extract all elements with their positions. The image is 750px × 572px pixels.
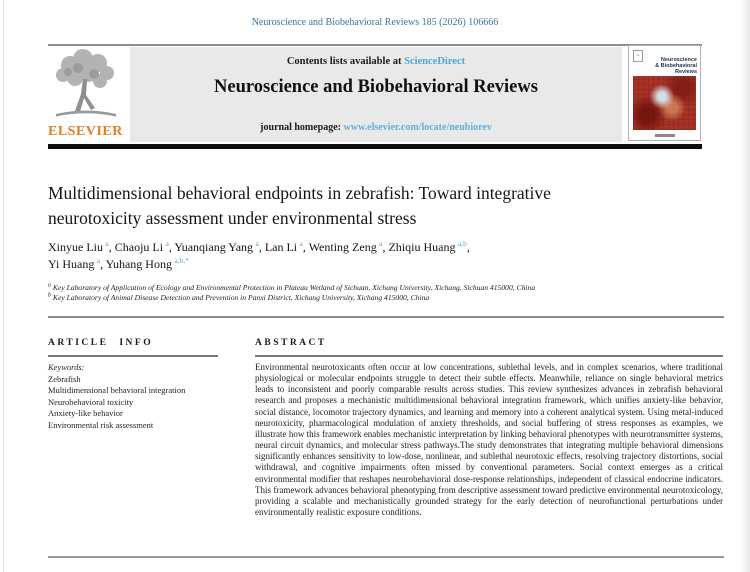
author-affiliation-sup: a bbox=[299, 239, 303, 248]
keyword-item: Neurobehavioral toxicity bbox=[48, 396, 134, 407]
abstract-text: Environmental neurotoxicants often occur at low concentrations, sublethal levels, and in complex scenarios, where traditional physiological or molecular endpoints struggle to detect their subtle effects. Meanwhile, reliance on single behavioral metrics leads to inconsistent and poorly comparable results across studies. This review synthesizes advances in zebrafish behavioral research and proposes a mechanistic multidimensional behavioral integration framework, which unifies anxiety-like behavior, social distance, locomotor trajectory dynamics, and learning and memory into a coherent analytical system. Using metal-induced neurotoxicity, pharmacological modulation of anxiety thresholds, and social buffering of stress responses as examples, we illustrate how this framework enables mechanistic interpretation by linking behavioral phenotypes with neurotransmitter systems, neural circuit dynamics, and molecular stress pathways.The study demonstrates that integrating multiple behavioral dimensions significantly enhances sensitivity to low-dose, nonlinear, and sublethal neurotoxic effects, resolving trajectory distortions, social withdrawal, and cognitive impairments often missed by conventional parameters. Social context emerges as a critical environmental modifier that reshapes neurobehavioral dose-response relationships, independent of classical endocrine indicators. This framework advances behavioral phenotyping from descriptive assessment toward predictive environmental neurotoxicology, providing a scalable and mechanistically grounded strategy for the early detection of neurofunctional perturbations under environmentally realistic exposure conditions. bbox=[255, 362, 723, 518]
article-title-line2: neurotoxicity assessment under environmental stress bbox=[48, 207, 417, 228]
keywords-list bbox=[48, 374, 233, 432]
article-info-rule bbox=[48, 355, 218, 357]
cover-footer-bar bbox=[655, 134, 675, 137]
journal-title: Neuroscience and Biobehavioral Reviews bbox=[214, 77, 538, 97]
author-affiliation-sup: a bbox=[165, 239, 169, 248]
affiliation-item: $^b$ Key Laboratory of Animal Disease Detection and Prevention in Panxi District, Xichang University, Xichang 415000, China bbox=[48, 292, 430, 302]
affiliations bbox=[48, 283, 738, 303]
abstract-rule bbox=[255, 355, 723, 357]
keyword-item: Anxiety-like behavior bbox=[48, 408, 123, 419]
homepage-prefix: journal homepage: bbox=[260, 122, 342, 133]
author-affiliation-sup: a bbox=[96, 256, 101, 265]
keyword-item: Multidimensional behavioral integration bbox=[48, 385, 186, 396]
contents-prefix: Contents lists available at bbox=[286, 56, 402, 67]
page-edge-left bbox=[3, 0, 4, 572]
abstract-heading: ABSTRACT bbox=[255, 338, 327, 348]
keyword-item: Environmental risk assessment bbox=[48, 419, 154, 430]
author-list bbox=[48, 239, 728, 273]
cover-title-line3: Reviews bbox=[674, 69, 697, 75]
journal-citation-line: Neuroscience and Biobehavioral Reviews 185 (2026) 106666 bbox=[251, 17, 499, 28]
author-affiliation-sup: a bbox=[105, 239, 109, 248]
sciencedirect-link[interactable]: ScienceDirect bbox=[404, 56, 466, 67]
keywords-label: Keywords: bbox=[48, 362, 85, 372]
author-line-1: Xinyue Liu $^a$, Chaoju Li $^a$, Yuanqiang Yang $^a$, Lan Li $^a$, Wenting Zeng $^a$, Zhiqiu Huang $^{a,b}$, bbox=[48, 239, 470, 254]
keywords-block bbox=[48, 362, 233, 432]
journal-header-box bbox=[130, 47, 622, 142]
cover-journal-title bbox=[655, 57, 697, 75]
homepage-line bbox=[130, 122, 622, 133]
elsevier-tree-icon bbox=[48, 48, 124, 122]
author-affiliation-sup: a,b bbox=[457, 239, 467, 248]
article-title bbox=[48, 181, 713, 230]
cover-artwork-image bbox=[633, 76, 696, 130]
header-top-rule bbox=[48, 44, 702, 46]
article-title-line1: Multidimensional behavioral endpoints in zebrafish: Toward integrative bbox=[48, 183, 551, 203]
article-info-heading: ARTICLE INFO bbox=[48, 338, 154, 348]
section-divider-rule bbox=[48, 316, 724, 318]
cover-publisher-logo-icon: ≡ bbox=[633, 50, 643, 62]
author-affiliation-sup: a,b,* bbox=[174, 256, 189, 265]
author-affiliation-sup: a bbox=[379, 239, 383, 248]
elsevier-tree-logo bbox=[48, 48, 126, 127]
page-edge-right bbox=[739, 0, 750, 572]
author-line-2: Yi Huang $^a$, Yuhang Hong $^{a,b,*}$ bbox=[48, 256, 189, 271]
journal-cover-thumbnail bbox=[628, 45, 701, 141]
cover-title-line1: Neuroscience bbox=[660, 57, 697, 63]
elsevier-wordmark: ELSEVIER bbox=[48, 124, 123, 139]
affiliation-item: $^a$ Key Laboratory of Application of Ecology and Environmental Protection in Plateau Wetland of Sichuan, Xichang University, Xichang, Sichuan 415000, China bbox=[48, 282, 536, 292]
author-affiliation-sup: a bbox=[255, 239, 259, 248]
homepage-link[interactable]: www.elsevier.com/locate/neubiorev bbox=[343, 122, 492, 133]
cover-title-line2: & Biobehavioral bbox=[655, 63, 697, 69]
page-bottom-rule bbox=[48, 556, 724, 558]
keyword-item: Zebrafish bbox=[48, 373, 81, 384]
header-black-bar bbox=[48, 144, 702, 149]
contents-line bbox=[130, 56, 622, 67]
